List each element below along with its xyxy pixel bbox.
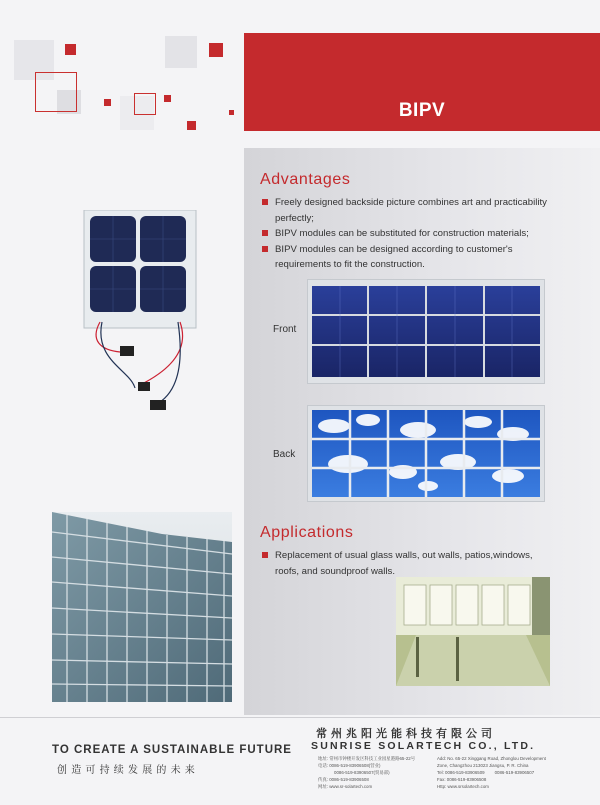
solar-module-photo bbox=[80, 210, 200, 420]
advantage-item: Freely designed backside picture combines art and practicability perfectly; bbox=[262, 195, 550, 226]
footer-divider bbox=[0, 717, 600, 718]
footer-slogan-cn: 创造可持续发展的未来 bbox=[57, 765, 199, 776]
application-item: Replacement of usual glass walls, out walls, patios,windows, roofs, and soundproof walls. bbox=[262, 548, 550, 579]
advantage-item: BIPV modules can be designed according to customer's requirements to fit the construction. bbox=[262, 242, 550, 273]
contact-left: 地址: 常州市钟楼开发区科技工业园星港路65-22号 电话: 0086-519-83906508(营业) 0086-519-83906507(贸易部) 传真: 0086-519-83906508 网址: www.sr-solartech.com bbox=[318, 756, 416, 789]
front-label: Front bbox=[273, 324, 297, 335]
applications-heading: Applications bbox=[260, 524, 354, 541]
header-banner bbox=[244, 33, 600, 131]
deco-outline-square bbox=[134, 93, 156, 115]
footer-slogan: TO CREATE A SUSTAINABLE FUTURE bbox=[52, 744, 292, 756]
deco-red-square bbox=[104, 99, 111, 106]
bullet-icon bbox=[262, 199, 268, 205]
advantages-heading: Advantages bbox=[260, 171, 351, 188]
bullet-icon bbox=[262, 246, 268, 252]
deco-square bbox=[165, 36, 197, 68]
deco-red-square bbox=[164, 95, 171, 102]
building-photo bbox=[52, 512, 232, 702]
applications-list bbox=[262, 548, 550, 579]
company-name-cn: 常州兆阳光能科技有限公司 bbox=[316, 728, 496, 740]
deco-red-square bbox=[65, 44, 76, 55]
advantage-item: BIPV modules can be substituted for construction materials; bbox=[262, 226, 550, 242]
bullet-icon bbox=[262, 230, 268, 236]
deco-outline-square bbox=[35, 72, 77, 112]
company-name-en: SUNRISE SOLARTECH CO., LTD. bbox=[311, 740, 536, 752]
advantages-list bbox=[262, 195, 550, 273]
deco-red-square bbox=[187, 121, 196, 130]
deco-red-square bbox=[229, 110, 234, 115]
contact-tel-row: Tel: 0086-519-83906509 0086-519-83906507 bbox=[437, 770, 535, 775]
back-module-photo bbox=[307, 405, 545, 502]
front-module-photo bbox=[307, 279, 545, 384]
back-label: Back bbox=[273, 449, 296, 460]
bullet-icon bbox=[262, 552, 268, 558]
deco-red-square bbox=[209, 43, 223, 57]
interior-photo bbox=[396, 577, 550, 686]
page-title: BIPV bbox=[398, 100, 446, 121]
contact-right: Add: No. 65-22 Xinggang Road, Zhonglou Development Zone, Changzhou 213023 Jiangsu, P. R. China Tel: 0086-519-83906509 0086-519-83906507 Fax: 0086-519-83906508 Http: www.srsolartech.com bbox=[437, 756, 546, 789]
